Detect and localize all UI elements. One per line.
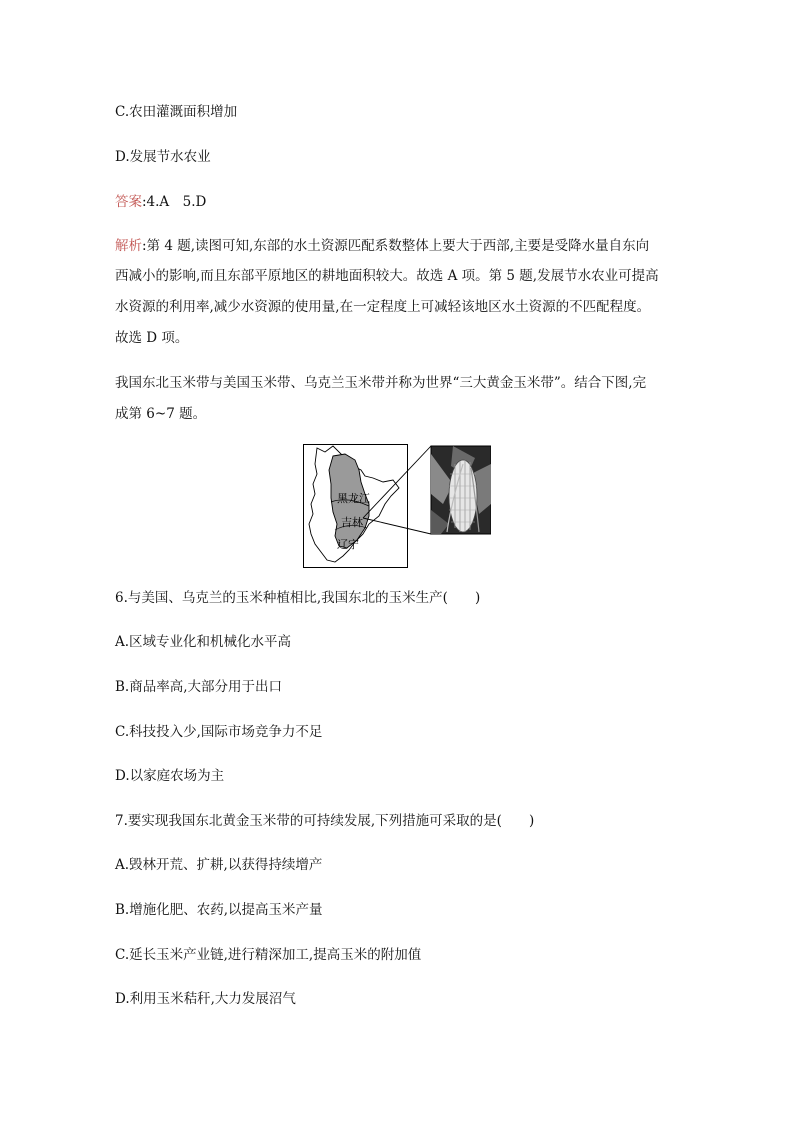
analysis-line-1 bbox=[115, 238, 649, 254]
q6-stem: 6.与美国、乌克兰的玉米种植相比,我国东北的玉米生产( ) bbox=[115, 590, 481, 606]
corn-belt-map-svg bbox=[303, 444, 491, 568]
q7-option-b: B.增施化肥、农药,以提高玉米产量 bbox=[115, 902, 323, 918]
q7-option-a: A.毁林开荒、扩耕,以获得持续增产 bbox=[115, 857, 323, 873]
analysis-line-4: 故选 D 项。 bbox=[115, 330, 189, 346]
q6-option-d: D.以家庭农场为主 bbox=[115, 768, 225, 784]
q6-option-b: B.商品率高,大部分用于出口 bbox=[115, 679, 283, 695]
answer-label: 答案 bbox=[115, 194, 142, 210]
analysis-text-1: :第 4 题,读图可知,东部的水土资源匹配系数整体上要大于西部,主要是受降水量自东向 bbox=[142, 238, 650, 254]
intro-line-2: 成第 6~7 题。 bbox=[115, 406, 207, 422]
option-q5-c: C.农田灌溉面积增加 bbox=[115, 104, 238, 120]
analysis-label: 解析 bbox=[115, 238, 142, 254]
q7-option-c: C.延长玉米产业链,进行精深加工,提高玉米的附加值 bbox=[115, 947, 422, 963]
option-q5-d: D.发展节水农业 bbox=[115, 149, 211, 165]
corn-belt-figure bbox=[303, 444, 491, 568]
analysis-line-3: 水资源的利用率,减少水资源的使用量,在一定程度上可减轻该地区水土资源的不匹配程度。 bbox=[115, 299, 651, 315]
corn-photo bbox=[431, 446, 491, 534]
label-liaoning: 辽宁 bbox=[337, 538, 359, 551]
label-jilin: 吉林 bbox=[341, 516, 363, 529]
answer-text: :4.A 5.D bbox=[142, 194, 207, 210]
q6-option-a: A.区域专业化和机械化水平高 bbox=[115, 634, 292, 650]
q6-option-c: C.科技投入少,国际市场竞争力不足 bbox=[115, 724, 323, 740]
q7-option-d: D.利用玉米秸秆,大力发展沼气 bbox=[115, 991, 296, 1007]
intro-line-1: 我国东北玉米带与美国玉米带、乌克兰玉米带并称为世界“三大黄金玉米带”。结合下图,完 bbox=[115, 375, 647, 391]
q7-stem: 7.要实现我国东北黄金玉米带的可持续发展,下列措施可采取的是( ) bbox=[115, 813, 535, 829]
answer-line bbox=[115, 194, 206, 210]
label-heilongjiang: 黑龙江 bbox=[337, 492, 370, 505]
analysis-line-2: 西减小的影响,而且东部平原地区的耕地面积较大。故选 A 项。第 5 题,发展节水农业可提高 bbox=[115, 268, 659, 284]
